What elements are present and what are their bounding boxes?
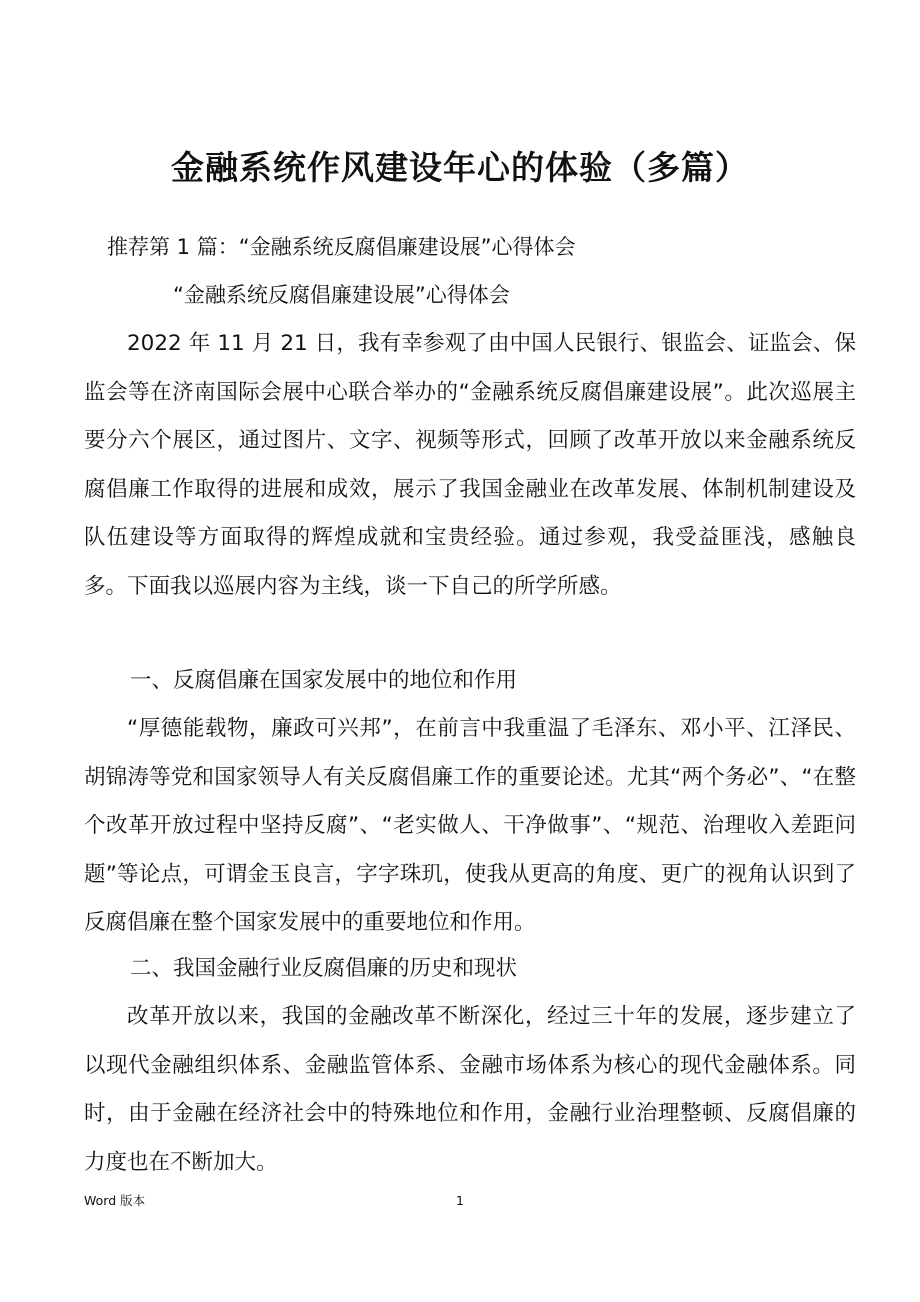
article-subtitle: “金融系统反腐倡廉建设展”心得体会 [173, 283, 510, 307]
paragraph-section-1: “厚德能载物，廉政可兴邦”，在前言中我重温了毛泽东、邓小平、江泽民、胡锦涛等党和国家领导人有关反腐倡廉工作的重要论述。尤其“两个务必”、“在整个改革开放过程中坚持反腐”、“老实做人、干净做事”、“规范、治理收入差距问题”等论点，可谓金玉良言，字字珠玑，使我从更高的角度、更广的视角认识到了反腐倡廉在整个国家发展中的重要地位和作用。 [84, 716, 856, 935]
section-heading-2: 二、我国金融行业反腐倡廉的历史和现状 [130, 956, 518, 981]
paragraph-section-2: 改革开放以来，我国的金融改革不断深化，经过三十年的发展，逐步建立了以现代金融组织体系、金融监管体系、金融市场体系为核心的现代金融体系。同时，由于金融在经济社会中的特殊地位和作用，金融行业治理整顿、反腐倡廉的力度也在不断加大。 [84, 1004, 856, 1175]
paragraph-intro: 2022 年 11 月 21 日，我有幸参观了由中国人民银行、银监会、证监会、保监会等在济南国际会展中心联合举办的“金融系统反腐倡廉建设展”。此次巡展主要分六个展区，通过图片、文字、视频等形式，回顾了改革开放以来金融系统反腐倡廉工作取得的进展和成效，展示了我国金融业在改革发展、体制机制建设及队伍建设等方面取得的辉煌成就和宝贵经验。通过参观，我受益匪浅，感触良多。下面我以巡展内容为主线，谈一下自己的所学所感。 [84, 331, 856, 599]
footer-page-number: 1 [456, 1193, 464, 1208]
footer-version-label: Word 版本 [84, 1193, 146, 1208]
recommend-line: 推荐第 1 篇：“金融系统反腐倡廉建设展”心得体会 [107, 235, 576, 259]
section-heading-1: 一、反腐倡廉在国家发展中的地位和作用 [130, 668, 518, 693]
page-title: 金融系统作风建设年心的体验（多篇） [171, 148, 749, 187]
